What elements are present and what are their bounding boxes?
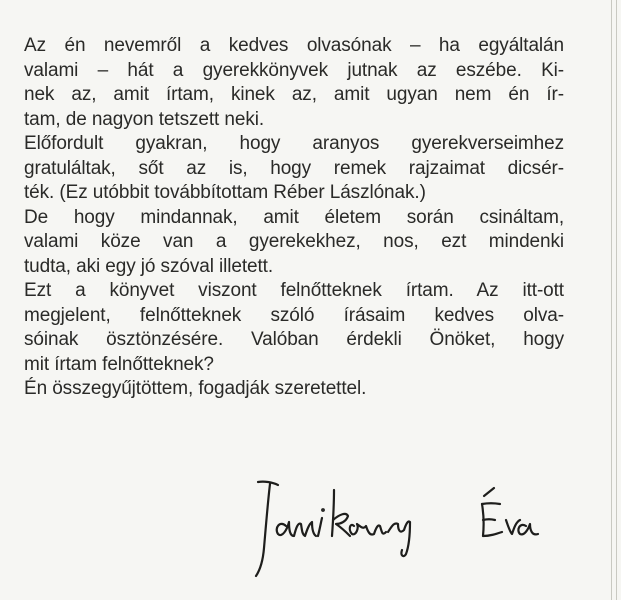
signature-stroke: [484, 488, 494, 496]
signature-stroke: [256, 484, 270, 576]
text-line: tam, de nagyon tetszett neki.: [24, 108, 265, 130]
text-line: tudta, aki egy jó szóval illetett.: [24, 255, 274, 277]
text-line: Az én nevemről a kedves olvasónak – ha egyáltalán: [24, 35, 564, 56]
text-line: De hogy mindannak, amit életem során csináltam,: [24, 206, 564, 228]
text-line: gratuláltak, sőt az is, hogy remek rajzaimat dicsér-: [24, 157, 564, 179]
signature-stroke: [277, 522, 316, 536]
page-edge: [607, 0, 621, 600]
page-edge-line: [616, 0, 617, 600]
text-line: valami köze van a gyerekekhez, nos, ezt mindenki: [24, 231, 564, 252]
text-line: nek az, amit írtam, kinek az, amit ugyan nem én ír-: [24, 84, 564, 105]
text-line: Én összegyűjtöttem, fogadják szeretettel.: [24, 378, 367, 399]
text-line: ték. (Ez utóbbit továbbítottam Réber Lászlónak.): [24, 182, 426, 203]
text-block: [24, 34, 564, 402]
page-edge-line: [611, 0, 612, 600]
signature-stroke: [332, 490, 334, 536]
text-line: valami – hát a gyerekkönyvek jutnak az eszébe. Ki-: [24, 59, 564, 81]
paragraph-5: [24, 377, 564, 402]
signature-stroke: [333, 514, 350, 536]
paragraph-4: [24, 279, 564, 377]
signature-stroke: [318, 518, 322, 536]
handwritten-signature: [252, 470, 552, 580]
signature-stroke: [258, 482, 278, 485]
signature-stroke: [350, 524, 386, 535]
text-line: Előfordult gyakran, hogy aranyos gyerekverseimhez: [24, 133, 564, 154]
signature-stroke: [388, 521, 410, 556]
text-line: mit írtam felnőtteknek?: [24, 353, 214, 375]
signature-stroke: [322, 509, 324, 511]
text-line: Ezt a könyvet viszont felnőtteknek írtam. Az itt-ott: [24, 280, 564, 301]
signature-stroke: [483, 519, 495, 520]
text-line: megjelent, felnőtteknek szóló írásaim kedves olva-: [24, 304, 564, 326]
paragraph-1: [24, 34, 564, 132]
signature-stroke: [482, 503, 500, 504]
paragraph-2: [24, 132, 564, 206]
paragraph-3: [24, 206, 564, 280]
text-line: sóinak ösztönzésére. Valóban érdekli Önöket, hogy: [24, 329, 564, 350]
signature-stroke: [518, 524, 538, 534]
